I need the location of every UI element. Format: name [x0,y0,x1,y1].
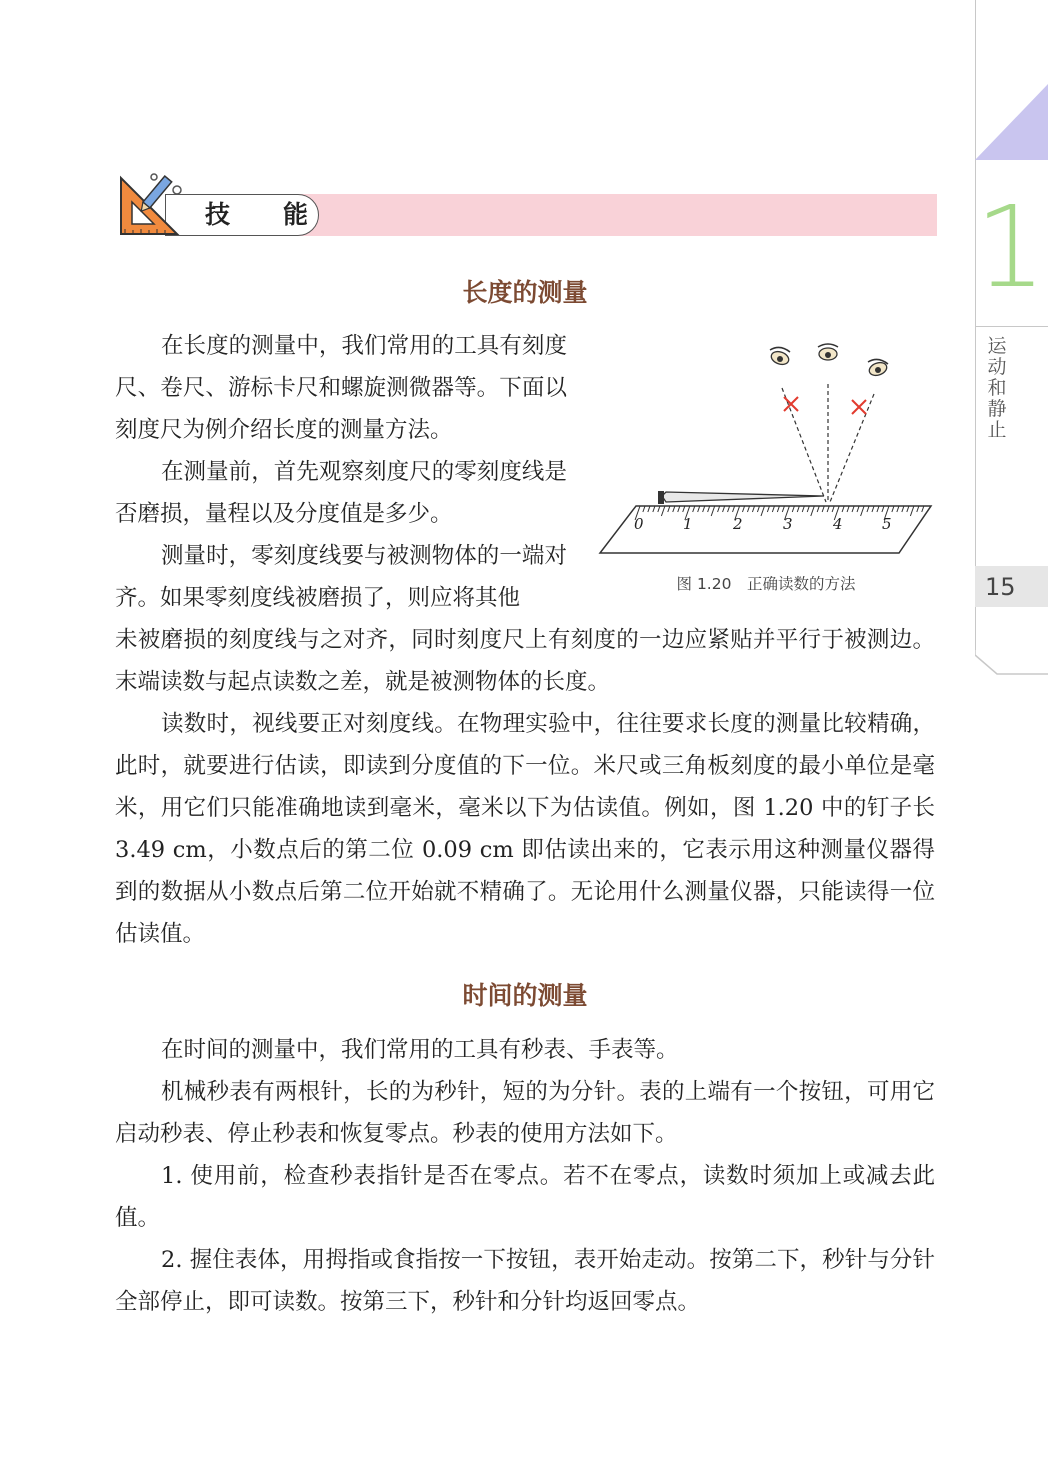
paragraph: 在长度的测量中，我们常用的工具有刻度尺、卷尺、游标卡尺和螺旋测微器等。下面以刻度尺为例介绍长度的测量方法。 [115,333,567,443]
ruler-tick [757,506,759,512]
eye-icon [818,344,838,360]
ruler-reading-diagram [596,336,936,566]
ruler-tick [897,506,899,512]
ruler-tick [792,506,794,512]
page-number: 15 [985,573,1016,601]
ruler-label: 5 [882,515,892,533]
paragraph: 在时间的测量中，我们常用的工具有秒表、手表等。 [161,1037,679,1063]
ruler-tick [648,506,650,512]
paragraph: 在测量前，首先观察刻度尺的零刻度线是否磨损，量程以及分度值是多少。 [115,459,567,527]
ruler-tick [907,506,909,512]
ruler-tick [653,506,655,512]
ruler-tick [827,506,829,512]
ruler-tick [742,506,744,512]
ruler-tick [807,506,809,512]
corner-triangle-icon [975,84,1048,160]
ruler-tick [767,506,769,512]
ruler-tick [802,506,804,512]
ruler-tick [772,506,774,512]
heading-time-measurement: 时间的测量 [462,981,588,1010]
ruler-tick [857,506,859,512]
ruler-label: 3 [783,515,793,533]
heading-length-measurement: 长度的测量 [462,278,588,307]
ruler-tick [718,506,720,512]
ruler-tick [842,506,844,512]
ruler-tick [892,506,894,512]
ruler-tick [782,506,784,512]
ruler-tick [917,506,919,512]
section-banner [115,172,937,242]
ruler-tick [877,506,879,512]
ruler-tick [811,506,815,516]
ruler-tick [658,506,660,512]
paragraph: 2. 握住表体，用拇指或食指按一下按钮，表开始走动。按第二下，秒针与分针全部停止，即可读数。按第三下，秒针和分针均返回零点。 [115,1247,935,1315]
ruler-tick [817,506,819,512]
paragraph: 机械秒表有两根针，长的为秒针，短的为分针。表的上端有一个按钮，可用它启动秒表、停止秒表和恢复零点。秒表的使用方法如下。 [115,1079,935,1147]
eye-icon [867,359,888,377]
ruler-tick [847,506,849,512]
paragraph: 1. 使用前，检查秒表指针是否在零点。若不在零点，读数时须加上或减去此值。 [115,1163,935,1231]
ruler-label: 4 [833,515,843,533]
set-square-pencil-icon [115,172,195,238]
sidebar-separator [975,326,1048,327]
ruler-tick [693,506,695,512]
chapter-sidebar [975,0,1048,675]
ruler-tick [643,506,645,512]
ruler-tick [728,506,730,512]
chapter-title: 运动和静止 [987,335,1007,441]
ruler-tick [747,506,749,512]
ruler-tick [661,506,665,516]
figure-1-20 [596,336,936,598]
ruler-tick [668,506,670,512]
wrong-mark-icon [784,397,866,414]
ruler-tick [683,506,685,512]
ruler-tick [902,506,904,512]
section-label: 技 能 [205,200,323,229]
ruler-tick [867,506,869,512]
chapter-number: 1 [975,183,1047,313]
ruler-tick [922,506,924,512]
sidebar-footer-tab [975,607,1048,677]
ruler-tick [752,506,754,512]
eye-icon [769,347,790,366]
ruler-tick [678,506,680,512]
ruler-tick [733,506,735,512]
figure-caption: 图 1.20 正确读数的方法 [676,575,856,593]
ruler-tick [673,506,675,512]
paragraph: 测量时，零刻度线要与被测物体的一端对齐。如果零刻度线被磨损了，则应将其他 [115,543,567,611]
ruler-tick [703,506,705,512]
ruler-tick [852,506,854,512]
ruler-tick [761,506,765,516]
ruler-label: 1 [683,515,693,533]
ruler-tick [711,506,715,516]
ruler-tick [882,506,884,512]
ruler-tick [872,506,874,512]
ruler-tick [822,506,824,512]
ruler-tick [832,506,834,512]
ruler-tick [797,506,799,512]
ruler-label: 0 [634,515,644,533]
ruler-tick [723,506,725,512]
ruler-tick [861,506,865,516]
ruler-tick [910,506,914,516]
paragraph: 未被磨损的刻度线与之对齐，同时刻度尺上有刻度的一边应紧贴并平行于被测边。末端读数与起点读数之差，就是被测物体的长度。 [115,627,935,695]
ruler-tick [708,506,710,512]
ruler-label: 2 [733,515,743,533]
banner-bar [265,194,937,236]
ruler-tick [777,506,779,512]
ruler-tick [698,506,700,512]
paragraph: 读数时，视线要正对刻度线。在物理实验中，往往要求长度的测量比较精确，此时，就要进行估读，即读到分度值的下一位。米尺或三角板刻度的最小单位是毫米，用它们只能准确地读到毫米，毫米以下为估读值。例如，图 1.20 中的钉子长 3.49 cm，小数点后的第二位 0.09 cm 即估读出来的，它表示用这种测量仪器得到的数据从小数点后第二位开始就不精确了。无论用什么测量仪器，只能读得一位估读值。 [115,711,935,947]
